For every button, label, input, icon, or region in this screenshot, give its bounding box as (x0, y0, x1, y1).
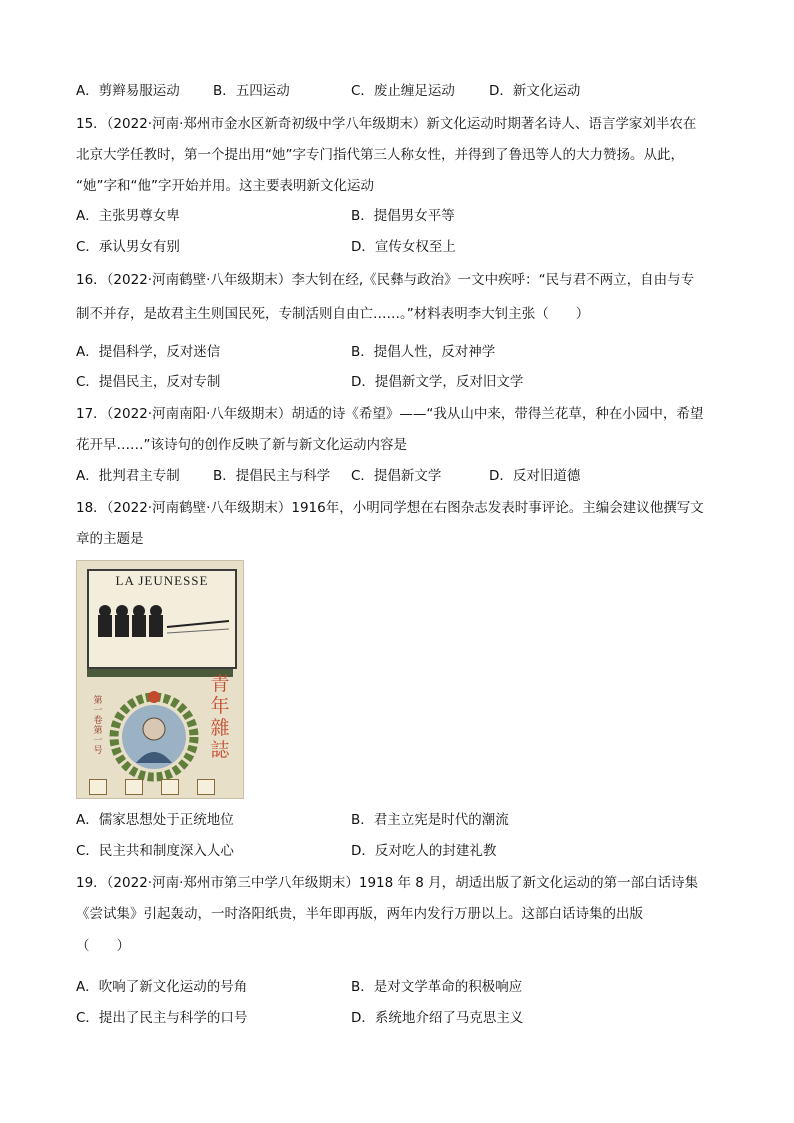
magazine-cover-image (76, 560, 244, 799)
q14-option-a[interactable]: A．剪辫易服运动 (76, 83, 180, 99)
q18-stem-line2: 章的主题是 (76, 531, 144, 547)
q19-stem-line1: 19．（2022·河南·郑州市第三中学八年级期末）1918 年 8 月，胡适出版了新文化运动的第一部白话诗集 (76, 875, 699, 891)
cover-footer-box (125, 779, 143, 795)
q15-stem-line3: “她”字和“他”字开始并用。这主要表明新文化运动 (76, 178, 374, 194)
q19-option-d[interactable]: D．系统地介绍了马克思主义 (351, 1010, 524, 1026)
q17-option-a[interactable]: A．批判君主专制 (76, 468, 180, 484)
q19-option-a[interactable]: A．吹响了新文化运动的号角 (76, 979, 248, 995)
q18-option-d[interactable]: D．反对吃人的封建礼教 (351, 843, 497, 859)
q15-stem-line2: 北京大学任教时，第一个提出用“她”字专门指代第三人称女性，并得到了鲁迅等人的大力赞扬。从此， (76, 147, 684, 163)
q17-stem-line1: 17．（2022·河南南阳·八年级期末）胡适的诗《希望》——“我从山中来，带得兰花草，种在小园中，希望 (76, 406, 704, 422)
cover-footer-boxes (89, 779, 235, 795)
q19-option-b[interactable]: B．是对文学革命的积极响应 (351, 979, 523, 995)
q17-stem-line2: 花开早……”该诗句的创作反映了新与新文化运动内容是 (76, 437, 407, 453)
q15-option-a[interactable]: A．主张男尊女卑 (76, 208, 180, 224)
q14-option-c[interactable]: C．废止缠足运动 (351, 83, 455, 99)
cover-masthead: LA JEUNESSE (115, 573, 209, 588)
q19-stem-line2: 《尝试集》引起轰动，一时洛阳纸贵，半年即再版，两年内发行万册以上。这部白话诗集的出版 (76, 906, 643, 922)
q17-option-c[interactable]: C．提倡新文学 (351, 468, 442, 484)
q16-option-d[interactable]: D．提倡新文学，反对旧文学 (351, 374, 524, 390)
q16-stem-line1: 16．（2022·河南鹤壁·八年级期末）李大钊在经,《民彝与政治》一文中疾呼：“民与君不两立，自由与专 (76, 272, 695, 288)
q19-stem-line3: （ ） (76, 938, 130, 954)
cover-top-frame (87, 569, 237, 669)
q18-stem-line1: 18．（2022·河南鹤壁·八年级期末）1916年，小明同学想在右图杂志发表时事评论。主编会建议他撰写文 (76, 500, 704, 516)
q16-option-a[interactable]: A．提倡科学，反对迷信 (76, 344, 221, 360)
q16-stem-line2: 制不并存，是故君主生则国民死，专制活则自由亡……。”材料表明李大钊主张（ ） (76, 306, 590, 322)
q14-option-d[interactable]: D．新文化运动 (489, 83, 581, 99)
q16-option-c[interactable]: C．提倡民主，反对专制 (76, 374, 221, 390)
q18-option-c[interactable]: C．民主共和制度深入人心 (76, 843, 234, 859)
q15-option-d[interactable]: D．宣传女权至上 (351, 239, 456, 255)
portrait-wreath-illustration (109, 689, 199, 784)
q19-option-c[interactable]: C．提出了民主与科学的口号 (76, 1010, 248, 1026)
q18-option-a[interactable]: A．儒家思想处于正统地位 (76, 812, 234, 828)
cover-volume-label: 第一卷 第一号 (93, 696, 103, 756)
cover-footer-box (89, 779, 107, 795)
q15-stem-line1: 15．（2022·河南·郑州市金水区新奇初级中学八年级期末）新文化运动时期著名诗人、语言学家刘半农在 (76, 116, 697, 132)
q18-option-b[interactable]: B．君主立宪是时代的潮流 (351, 812, 509, 828)
cover-footer-box (161, 779, 179, 795)
q15-option-b[interactable]: B．提倡男女平等 (351, 208, 455, 224)
q17-option-d[interactable]: D．反对旧道德 (489, 468, 581, 484)
q15-option-c[interactable]: C．承认男女有别 (76, 239, 180, 255)
cover-footer-box (197, 779, 215, 795)
q16-option-b[interactable]: B．提倡人性，反对神学 (351, 344, 496, 360)
q14-option-b[interactable]: B．五四运动 (213, 83, 290, 99)
silhouettes-illustration (95, 599, 229, 641)
cover-title: 青年雜誌 (210, 673, 230, 761)
q17-option-b[interactable]: B．提倡民主与科学 (213, 468, 331, 484)
